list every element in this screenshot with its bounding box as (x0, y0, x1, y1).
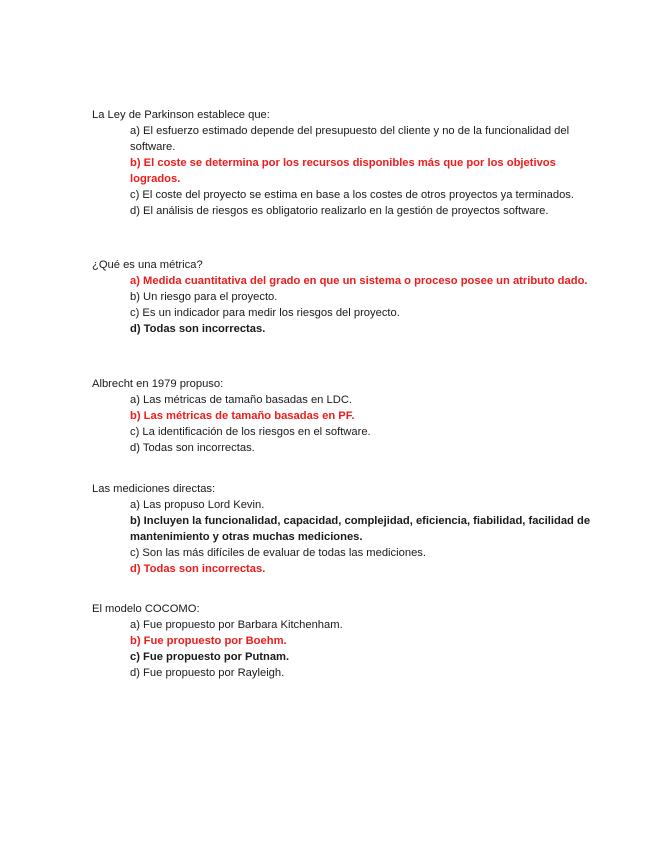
option-d: d) El análisis de riesgos es obligatorio realizarlo en la gestión de proyectos software. (130, 205, 549, 217)
question-5 (92, 601, 612, 681)
option-a: a) Las propuso Lord Kevin. (130, 499, 265, 511)
options-list (92, 392, 612, 456)
option-d-correct: d) Todas son incorrectas. (130, 563, 266, 575)
option-d: d) Todas son incorrectas. (130, 442, 255, 454)
option-c: c) Es un indicador para medir los riesgos del proyecto. (130, 307, 400, 319)
option-c: c) El coste del proyecto se estima en base a los costes de otros proyectos ya terminados. (130, 189, 574, 201)
option-a: a) El esfuerzo estimado depende del presupuesto del cliente y no de la funcionalidad del software. (130, 125, 570, 153)
option-d: d) Todas son incorrectas. (130, 323, 266, 335)
option-c: c) Fue propuesto por Putnam. (130, 651, 290, 663)
option-b: b) Incluyen la funcionalidad, capacidad, complejidad, eficiencia, fiabilidad, facilidad de mantenimiento y otras muchas mediciones. (130, 515, 591, 543)
option-c: c) Son las más difíciles de evaluar de todas las mediciones. (130, 547, 426, 559)
option-b-correct: b) Las métricas de tamaño basadas en PF. (130, 410, 355, 422)
option-b: b) Un riesgo para el proyecto. (130, 291, 278, 303)
options-list (92, 123, 612, 219)
options-list (92, 497, 612, 577)
option-a: a) Las métricas de tamaño basadas en LDC. (130, 394, 353, 406)
question-text: Albrecht en 1979 propuso: (92, 378, 224, 390)
question-3 (92, 376, 612, 456)
options-list (92, 617, 612, 681)
question-text: Las mediciones directas: (92, 483, 216, 495)
question-2 (92, 257, 612, 337)
option-b-correct: b) Fue propuesto por Boehm. (130, 635, 287, 647)
option-b-correct: b) El coste se determina por los recursos disponibles más que por los objetivos logrados. (130, 157, 556, 185)
question-1 (92, 107, 612, 219)
option-a: a) Fue propuesto por Barbara Kitchenham. (130, 619, 343, 631)
question-text: La Ley de Parkinson establece que: (92, 109, 270, 121)
question-text: El modelo COCOMO: (92, 603, 200, 615)
option-a-correct: a) Medida cuantitativa del grado en que un sistema o proceso posee un atributo dado. (130, 275, 588, 287)
question-4 (92, 481, 612, 577)
options-list (92, 273, 612, 337)
question-text: ¿Qué es una métrica? (92, 259, 203, 271)
option-d: d) Fue propuesto por Rayleigh. (130, 667, 285, 679)
option-c: c) La identificación de los riesgos en el software. (130, 426, 371, 438)
